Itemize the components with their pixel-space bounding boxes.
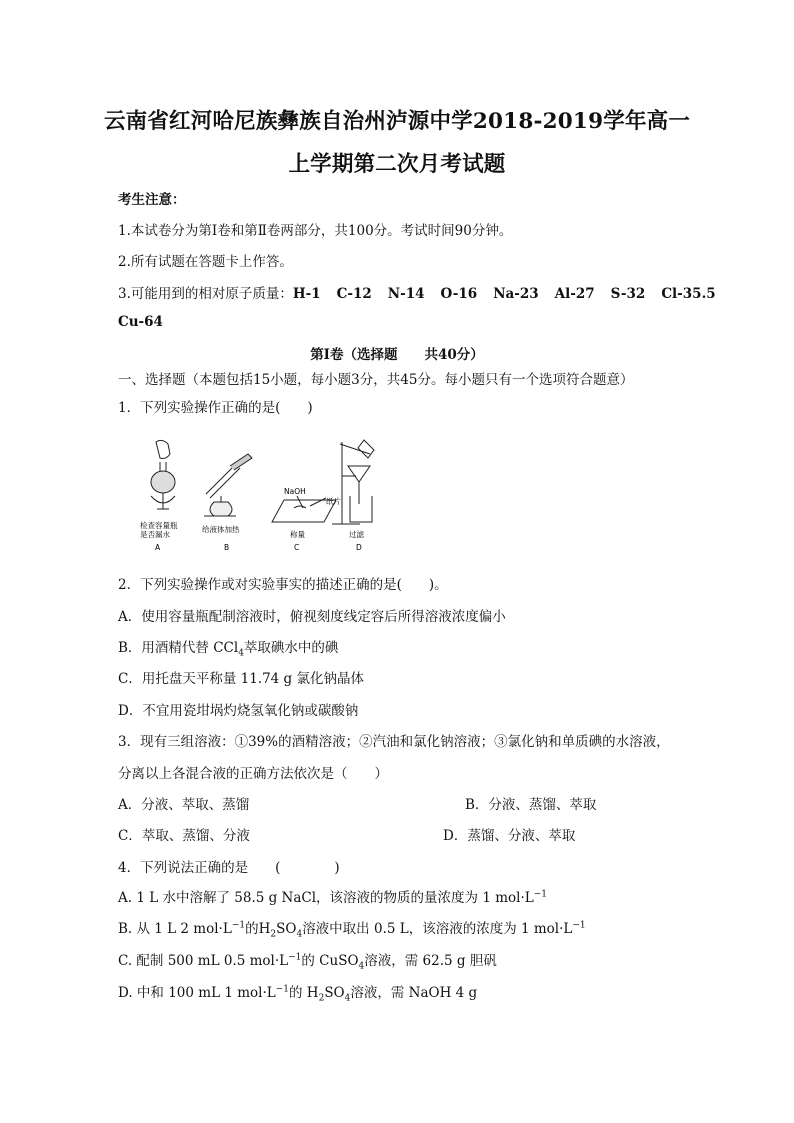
q4-option-b: B. 从 1 L 2 $mol\cdot L^{-1}$的$H_2SO_4$溶液中取出 0.5 L，该溶液的浓度为 1 $mol\cdot L^{-1}$ [118, 920, 586, 940]
q3-option-a: A．分液、萃取、蒸馏 [118, 797, 250, 813]
q4-option-d: D. 中和 100 mL 1 $mol\cdot L^{-1}$的 $H_2SO_4$溶液，需 NaOH 4 g [118, 984, 478, 1004]
q3-option-b: B．分液、蒸馏、萃取 [465, 797, 597, 813]
fig-d-caption: 过滤 [349, 530, 364, 539]
fig-c-naoh: NaOH [284, 487, 306, 496]
fig-c-paper: 纸片 [326, 497, 341, 506]
q3-stem-line1: 3．现有三组溶液：①39%的酒精溶液；②汽油和氯化钠溶液；③氯化钠和单质碘的水溶液， [118, 734, 670, 750]
q2-option-b: B．用酒精代替 CCl$_4$萃取碘水中的碘 [118, 640, 339, 659]
fig-c-letter: C [294, 543, 300, 552]
atomic-mass-continued: Cu-64 [118, 314, 163, 330]
q1-stem: 1．下列实验操作正确的是( ) [118, 400, 313, 416]
figure-a-volumetric-flask [151, 440, 175, 509]
q3-stem-line2: 分离以上各混合液的正确方法依次是（ ） [118, 766, 388, 782]
q4-stem: 4．下列说法正确的是 ( ) [118, 860, 340, 876]
fig-c-caption: 称量 [290, 530, 305, 539]
notice-heading: 考生注意： [118, 192, 186, 208]
q2-option-d: D．不宜用瓷坩埚灼烧氢氧化钠或碳酸钠 [118, 703, 359, 719]
fig-b-caption: 给液体加热 [202, 525, 240, 534]
fig-a-caption-2: 是否漏水 [140, 530, 170, 539]
atomic-mass-label: 3.可能用到的相对原子质量： [118, 286, 293, 302]
fig-a-caption-1: 检查容量瓶 [140, 521, 178, 530]
q2-stem: 2．下列实验操作或对实验事实的描述正确的是( )。 [118, 577, 448, 593]
q2-option-a: A．使用容量瓶配制溶液时，俯视刻度线定容后所得溶液浓度偏小 [118, 609, 506, 625]
section-title: 第Ⅰ卷（选择题 共40分） [310, 347, 484, 363]
q4-option-a: A. 1 L 水中溶解了 58.5 g NaCl，该溶液的物质的量浓度为 1 $mol\cdot L^{-1}$ [118, 889, 548, 906]
fig-b-letter: B [224, 543, 230, 552]
exam-title-line2: 上学期第二次月考试题 [288, 152, 506, 177]
q2-option-c: C．用托盘天平称量 11.74 g 氯化钠晶体 [118, 671, 364, 687]
figure-b-heating-test-tube [204, 454, 252, 516]
notice-item-2: 2.所有试题在答题卡上作答。 [118, 254, 293, 270]
notice-item-1: 1.本试卷分为第Ⅰ卷和第Ⅱ卷两部分，共100分。考试时间90分钟。 [118, 223, 513, 239]
figure-d-filtration [332, 440, 374, 524]
atomic-mass-list: H-1 C-12 N-14 O-16 Na-23 Al-27 S-32 Cl-35.5 [292, 286, 716, 302]
q3-option-c: C．萃取、蒸馏、分液 [118, 828, 250, 844]
section-intro: 一、选择题（本题包括15小题，每小题3分，共45分。每小题只有一个选项符合题意） [118, 372, 634, 388]
fig-d-letter: D [356, 543, 362, 552]
q1-apparatus-figure [134, 436, 384, 556]
fig-a-letter: A [155, 543, 161, 552]
q4-option-c: C. 配制 500 mL 0.5 $mol\cdot L^{-1}$的 CuSO$_4$溶液，需 62.5 g 胆矾 [118, 952, 497, 972]
exam-title-line1: 云南省红河哈尼族彝族自治州泸源中学2018-2019学年高一 [103, 109, 691, 134]
q3-option-d: D．蒸馏、分液、萃取 [443, 828, 576, 844]
notice-item-3 [118, 282, 716, 302]
